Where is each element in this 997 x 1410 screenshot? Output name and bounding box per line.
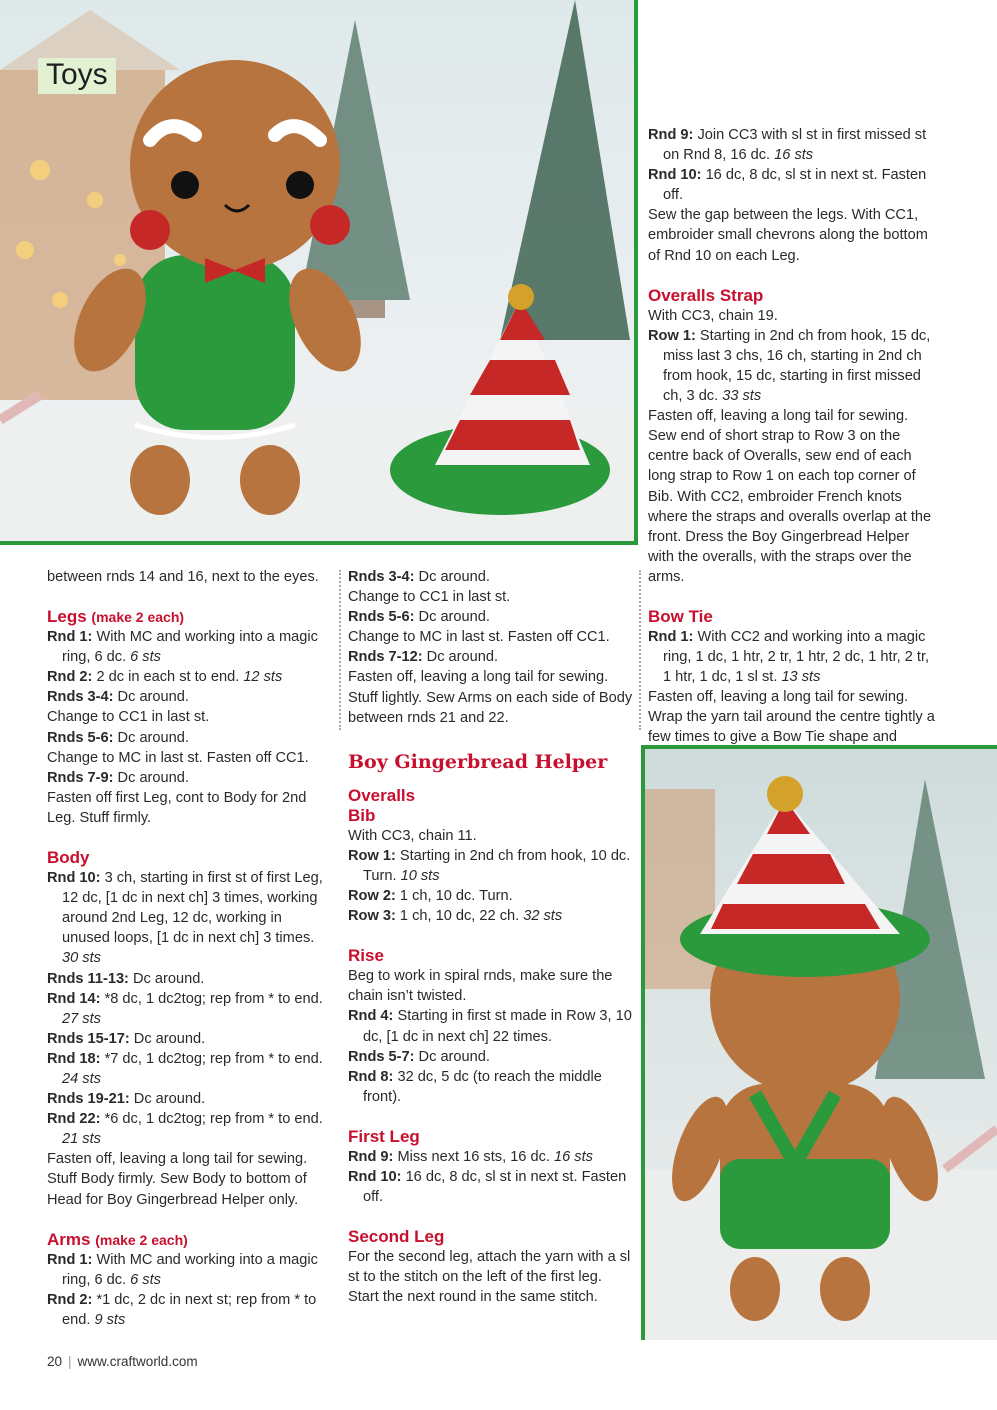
website-link[interactable]: www.craftworld.com bbox=[77, 1354, 198, 1369]
instruction-note: With CC3, chain 11. bbox=[348, 827, 477, 844]
rise-heading: Rise bbox=[348, 946, 384, 966]
legs-heading: Legs (make 2 each) bbox=[47, 607, 185, 627]
instruction-line: Rnd 22: *6 dc, 1 dc2tog; rep from * to end. 21 sts bbox=[47, 1111, 323, 1148]
instruction-note: Fasten off, leaving a long tail for sewing. Stuff Body firmly. Sew Body to bottom of Head for Boy Gingerbread Helper only. bbox=[47, 1151, 308, 1208]
instruction-note: Fasten off, leaving a long tail for sewing. Stuff lightly. Sew Arms on each side of Body between rnds 21 and 22. bbox=[348, 669, 633, 726]
second-leg-heading: Second Leg bbox=[348, 1227, 445, 1247]
column-1 bbox=[47, 567, 332, 1330]
instruction-line: Rnds 3-4: Dc around. bbox=[47, 689, 189, 706]
instruction-note: For the second leg, attach the yarn with a sl st to the stitch on the left of the first leg. Start the next round in the same stitch. bbox=[348, 1249, 631, 1306]
instruction-note: Fasten off, leaving a long tail for sewing. Sew end of short strap to Row 3 on the centre back of Overalls, sew end of each long strap to Row 1 on each top corner of Bib. With CC2, embroider French knots where the straps and overalls overlap at the front. Dress the Boy Gingerbread Helper with the overalls, with the straps over the arms. bbox=[648, 408, 932, 585]
instruction-line: Rnds 5-6: Dc around. bbox=[348, 609, 490, 626]
column-divider bbox=[639, 570, 641, 730]
section-tag: Toys bbox=[38, 58, 116, 94]
instruction-line: Rnds 11-13: Dc around. bbox=[47, 970, 205, 987]
instruction-line: Rnds 5-6: Dc around. bbox=[47, 729, 189, 746]
first-leg-heading: First Leg bbox=[348, 1126, 420, 1146]
instruction-note: Change to CC1 in last st. bbox=[47, 709, 210, 726]
instruction-line: Rnds 5-7: Dc around. bbox=[348, 1048, 490, 1065]
instruction-line: Rnds 3-4: Dc around. bbox=[348, 569, 490, 585]
arms-heading: Arms (make 2 each) bbox=[47, 1229, 188, 1249]
footer-separator: | bbox=[68, 1354, 72, 1369]
instruction-line: Rnd 14: *8 dc, 1 dc2tog; rep from * to end. 27 sts bbox=[47, 990, 323, 1027]
intro-text: between rnds 14 and 16, next to the eyes. bbox=[47, 569, 319, 585]
instruction-note: Change to MC in last st. Fasten off CC1. bbox=[47, 749, 309, 766]
instruction-line: Rnd 18: *7 dc, 1 dc2tog; rep from * to end. 24 sts bbox=[47, 1050, 323, 1087]
photo-gingerbread-back-view bbox=[641, 745, 997, 1340]
overalls-strap-heading: Overalls Strap bbox=[648, 285, 764, 305]
instruction-line: Rnd 1: With MC and working into a magic ring, 6 dc. 6 sts bbox=[47, 629, 318, 666]
instruction-line: Rnd 10: 3 ch, starting in first st of first Leg, 12 dc, [1 dc in next ch] 3 times, working around 2nd Leg, 12 dc, working in unused loops, [1 dc in next ch] 3 times. 30 sts bbox=[47, 870, 323, 967]
instruction-line: Rnd 1: With MC and working into a magic ring, 6 dc. 6 sts bbox=[47, 1251, 318, 1288]
instruction-line: Rnd 1: With CC2 and working into a magic ring, 1 dc, 1 htr, 2 tr, 1 htr, 2 dc, 1 htr, 2 tr, 1 htr, 1 dc, 1 sl st. 13 sts bbox=[648, 628, 930, 686]
instruction-line: Row 1: Starting in 2nd ch from hook, 10 dc. Turn. 10 sts bbox=[348, 847, 631, 884]
instruction-line: Rnds 7-9: Dc around. bbox=[47, 769, 189, 786]
instruction-note: Fasten off first Leg, cont to Body for 2nd Leg. Stuff firmly. bbox=[47, 789, 307, 826]
overalls-heading: Overalls bbox=[348, 785, 416, 805]
bib-heading: Bib bbox=[348, 805, 376, 825]
column-3 bbox=[648, 125, 938, 748]
instruction-note: Change to MC in last st. Fasten off CC1. bbox=[348, 629, 610, 646]
photo-gingerbread-and-hat bbox=[0, 0, 638, 545]
instruction-note: Beg to work in spiral rnds, make sure the chain isn’t twisted. bbox=[348, 968, 613, 1005]
page-number: 20 bbox=[47, 1354, 63, 1369]
column-2 bbox=[348, 567, 633, 1307]
instruction-line: Row 1: Starting in 2nd ch from hook, 15 dc, miss last 3 chs, 16 ch, starting in 2nd ch from hook, 15 dc, starting in first missed ch, 3 dc. 33 sts bbox=[648, 327, 931, 405]
instruction-note: Fasten off, leaving a long tail for sewing. Wrap the yarn tail around the centre tightly a few times to give a Bow Tie shape and bbox=[648, 689, 935, 746]
instruction-line: Rnd 2: 2 dc in each st to end. 12 sts bbox=[47, 669, 283, 686]
instruction-line: Row 2: 1 ch, 10 dc. Turn. bbox=[348, 888, 513, 905]
instruction-line: Rnd 2: *1 dc, 2 dc in next st; rep from * to end. 9 sts bbox=[47, 1291, 317, 1328]
instruction-note: Change to CC1 in last st. bbox=[348, 589, 511, 606]
instruction-line: Rnd 9: Miss next 16 sts, 16 dc. 16 sts bbox=[348, 1148, 593, 1165]
instruction-line: Row 3: 1 ch, 10 dc, 22 ch. 32 sts bbox=[348, 908, 563, 925]
instruction-line: Rnds 19-21: Dc around. bbox=[47, 1091, 206, 1108]
bow-tie-heading: Bow Tie bbox=[648, 606, 713, 626]
instruction-line: Rnds 15-17: Dc around. bbox=[47, 1030, 206, 1047]
body-heading: Body bbox=[47, 848, 90, 868]
instruction-line: Rnd 8: 32 dc, 5 dc (to reach the middle front). bbox=[348, 1068, 602, 1105]
column-divider bbox=[339, 570, 341, 730]
photo-illustration bbox=[645, 749, 997, 1336]
instruction-line: Rnd 10: 16 dc, 8 dc, sl st in next st. Fasten off. bbox=[648, 167, 927, 204]
instruction-line: Rnds 7-12: Dc around. bbox=[348, 649, 499, 666]
instruction-line: Rnd 9: Join CC3 with sl st in first missed st on Rnd 8, 16 dc. 16 sts bbox=[648, 127, 927, 164]
page-footer bbox=[47, 1354, 198, 1369]
pattern-title: Boy Gingerbread Helper bbox=[348, 750, 608, 773]
instruction-line: Rnd 10: 16 dc, 8 dc, sl st in next st. Fasten off. bbox=[348, 1168, 627, 1206]
instruction-note: Sew the gap between the legs. With CC1, embroider small chevrons along the bottom of Rnd 10 on each Leg. bbox=[648, 207, 928, 264]
instruction-note: With CC3, chain 19. bbox=[648, 307, 778, 324]
instruction-line: Rnd 4: Starting in first st made in Row 3, 10 dc, [1 dc in next ch] 22 times. bbox=[348, 1008, 632, 1045]
